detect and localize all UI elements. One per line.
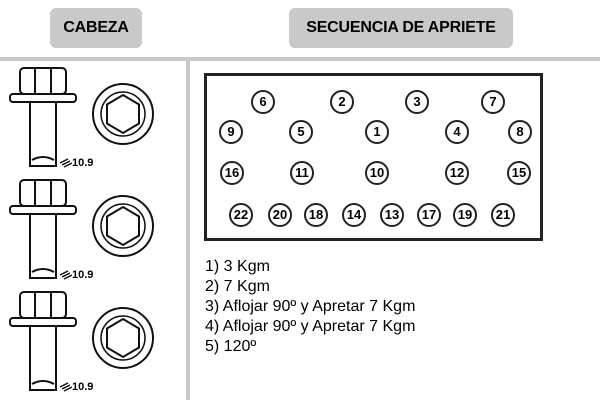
bolt-position-marker: 4: [445, 120, 469, 144]
bolt-position-marker: 16: [220, 161, 244, 185]
sequence-diagram: [204, 73, 543, 241]
bolt-grade-label: 10.9: [72, 381, 94, 393]
bolt-grade-label: 10.9: [72, 157, 94, 169]
bolt-position-marker: 5: [289, 120, 313, 144]
bolt-position-marker: 20: [268, 203, 292, 227]
bolt-position-marker: 21: [491, 203, 515, 227]
bolt-position-marker: 10: [365, 161, 389, 185]
bolt-position-marker: 12: [445, 161, 469, 185]
step-1: 1) 3 Kgm: [205, 258, 270, 275]
bolt-position-marker: 11: [290, 161, 314, 185]
bolt-position-marker: 18: [304, 203, 328, 227]
bolt-position-marker: 8: [508, 120, 532, 144]
bolt-position-marker: 7: [481, 90, 505, 114]
bolt-grade-label: 10.9: [72, 269, 94, 281]
bolt-position-marker: 9: [219, 120, 243, 144]
bolt-position-marker: 2: [330, 90, 354, 114]
bolt-position-marker: 3: [405, 90, 429, 114]
step-4: 4) Aflojar 90º y Apretar 7 Kgm: [205, 318, 416, 335]
tightening-steps-list: [205, 257, 415, 357]
head-section-title: CABEZA: [50, 8, 142, 48]
bolt-position-marker: 14: [342, 203, 366, 227]
bolt-position-marker: 15: [507, 161, 531, 185]
bolt-position-marker: 1: [365, 120, 389, 144]
bolt-position-marker: 22: [229, 203, 253, 227]
step-3: 3) Aflojar 90º y Apretar 7 Kgm: [205, 298, 416, 315]
step-5: 5) 120º: [205, 338, 257, 355]
bolt-position-marker: 19: [453, 203, 477, 227]
bolt-position-marker: 17: [417, 203, 441, 227]
horizontal-divider: [0, 57, 600, 61]
bolt-position-marker: 13: [380, 203, 404, 227]
bolt-position-marker: 6: [251, 90, 275, 114]
tightening-sequence-title: SECUENCIA DE APRIETE: [289, 8, 513, 48]
step-2: 2) 7 Kgm: [205, 278, 270, 295]
vertical-divider: [186, 61, 190, 400]
